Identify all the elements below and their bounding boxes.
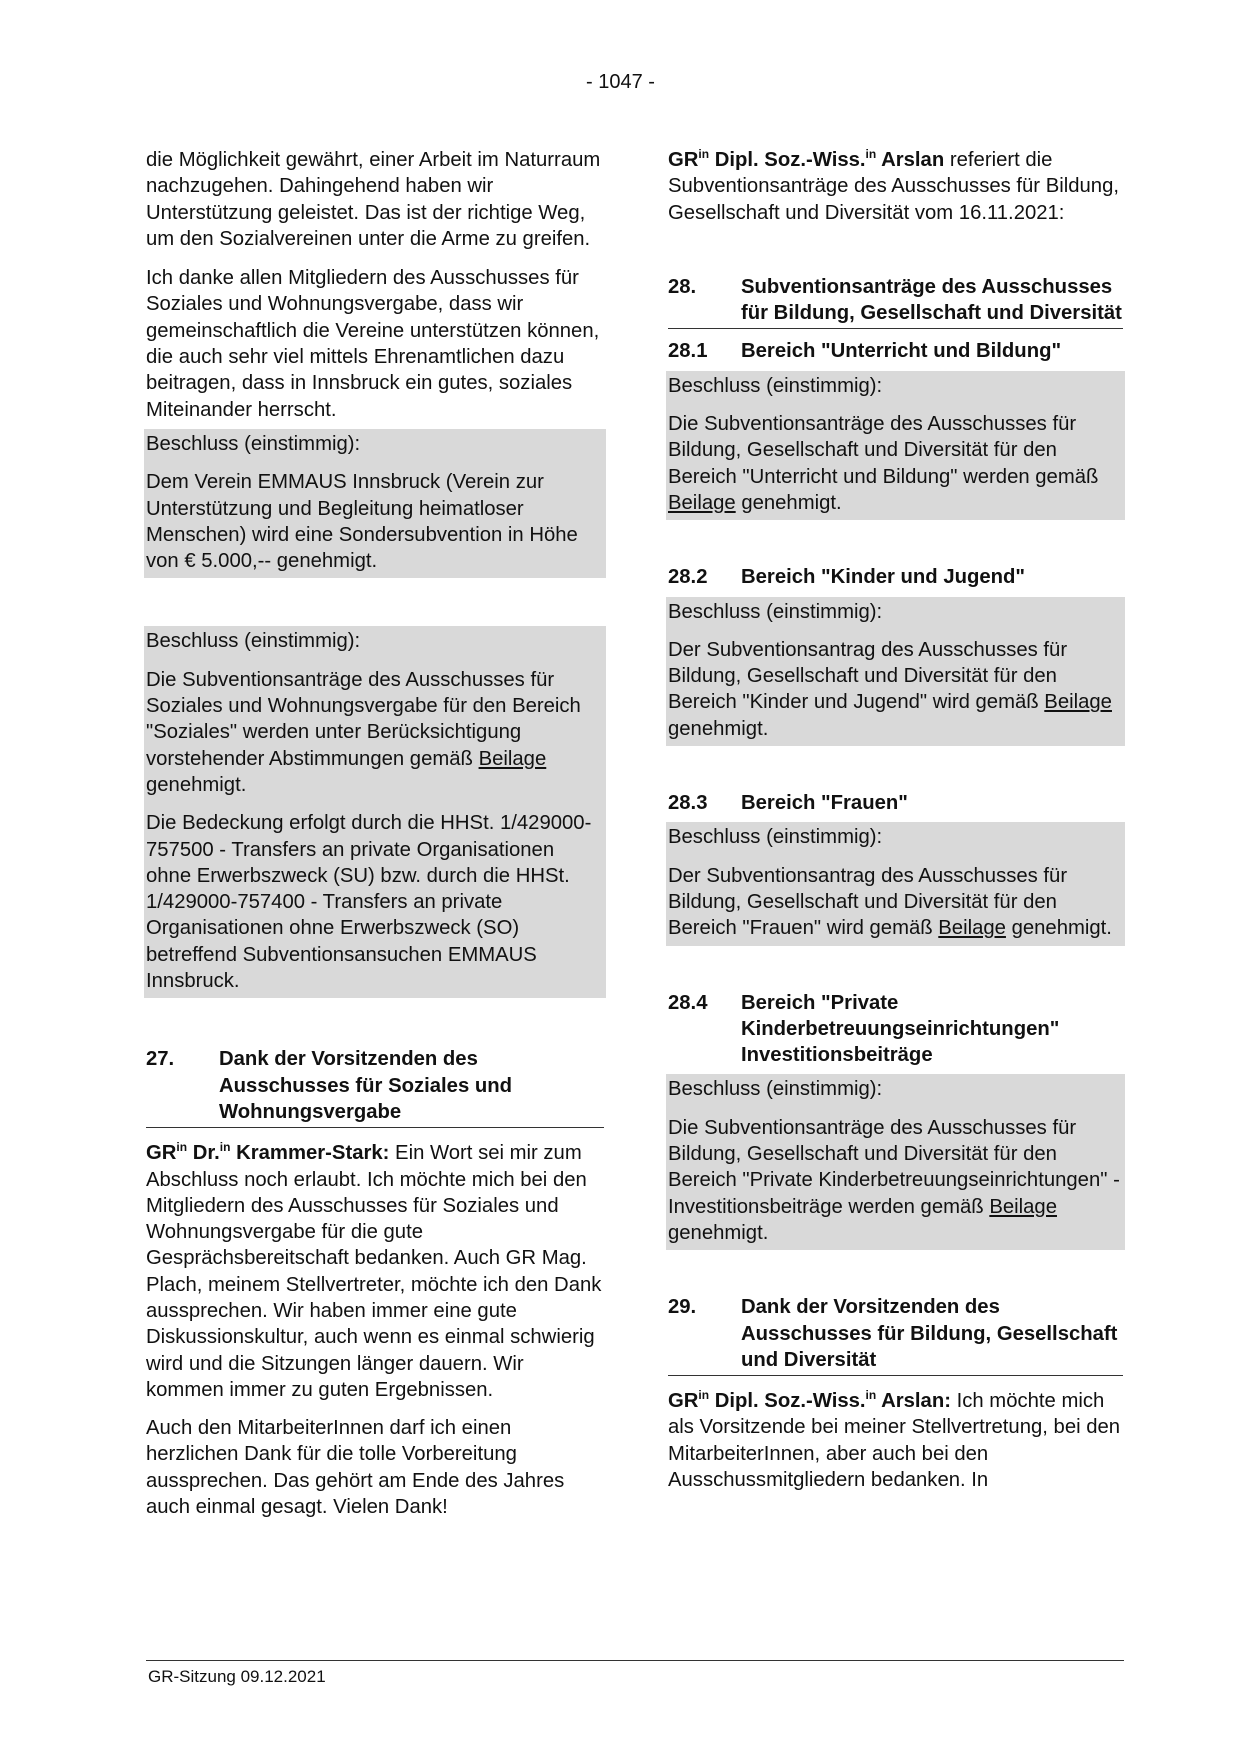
attachment-link[interactable]: Beilage	[668, 491, 736, 514]
section-title: Bereich "Private Kinderbetreuungseinrichtungen" Investitionsbeiträge	[741, 991, 1060, 1067]
attachment-link[interactable]: Beilage	[938, 917, 1006, 940]
section-heading-28-3	[668, 790, 1123, 818]
resolution-text: Die Bedeckung erfolgt durch die HHSt. 1/429000-757500 - Transfers an private Organisationen ohne Erwerbszweck (SU) bzw. durch die HHSt. 1/429000-757400 - Transfers an private Organisationen ohne Erwerbszweck (SO) betreffend Subventionsansuchen EMMAUS Innsbruck.	[146, 812, 592, 993]
resolution-text: Dem Verein EMMAUS Innsbruck (Verein zur Unterstützung und Begleitung heimatloser Menschen) wird eine Sondersubvention in Höhe von € 5.000,-- genehmigt.	[146, 471, 578, 573]
resolution-box	[666, 371, 1125, 520]
speaker-name: $GR^{in}$ Dr.$^{in}$ Krammer-Stark:	[146, 1140, 390, 1165]
paragraph: Auch den MitarbeiterInnen darf ich einen herzlichen Dank für die tolle Vorbereitung aussprechen. Das gehört am Ende des Jahres auch einmal gesagt. Vielen Dank!	[146, 1417, 565, 1519]
attachment-link[interactable]: Beilage	[1044, 691, 1112, 714]
resolution-box	[666, 1074, 1125, 1250]
resolution-text: Die Subventionsanträge des Ausschusses für Soziales und Wohnungsvergabe für den Bereich "Soziales" werden unter Berücksichtigung vorstehender Abstimmungen gemäß Beilage genehmigt.	[146, 668, 581, 796]
section-heading-28-1	[668, 338, 1123, 366]
speech-paragraph: $GR^{in}$ Dipl. Soz.-Wiss.$^{in}$ Arslan: Ich möchte mich als Vorsitzende bei meiner Stellvertretung, bei den MitarbeiterInnen, aber auch bei den Ausschussmitgliedern bedanken. In	[668, 1388, 1121, 1491]
resolution-label: Beschluss (einstimmig):	[668, 374, 883, 397]
section-title: Bereich "Frauen"	[741, 792, 908, 815]
section-number: 29.	[668, 1296, 697, 1319]
intro-paragraph: $GR^{in}$ Dipl. Soz.-Wiss.$^{in}$ Arslan referiert die Subventionsanträge des Ausschusses für Bildung, Gesellschaft und Diversität vom 16.11.2021:	[668, 147, 1119, 224]
section-title: Bereich "Kinder und Jugend"	[741, 566, 1026, 589]
section-number: 28.	[668, 275, 697, 298]
resolution-text: Die Subventionsanträge des Ausschusses für Bildung, Gesellschaft und Diversität für den Bereich "Private Kinderbetreuungseinrichtungen" - Investitionsbeiträge werden gemäß Beilage genehmigt.	[668, 1116, 1120, 1244]
resolution-text: Der Subventionsantrag des Ausschusses für Bildung, Gesellschaft und Diversität für den Bereich "Kinder und Jugend" wird gemäß Beilage genehmigt.	[668, 638, 1112, 740]
footer-session-date: GR-Sitzung 09.12.2021	[148, 1667, 326, 1686]
section-title: Bereich "Unterricht und Bildung"	[741, 340, 1062, 363]
resolution-text: Der Subventionsantrag des Ausschusses für Bildung, Gesellschaft und Diversität für den Bereich "Frauen" wird gemäß Beilage genehmigt.	[668, 864, 1112, 940]
paragraph: Ich danke allen Mitgliedern des Ausschusses für Soziales und Wohnungsvergabe, dass wir gemeinschaftlich die Vereine unterstützen können, die auch sehr viel mittels Ehrenamtlichen dazu beitragen, dass in Innsbruck ein gutes, soziales Miteinander herrscht.	[146, 267, 600, 421]
section-number: 27.	[146, 1048, 175, 1071]
section-number: 28.1	[668, 340, 708, 363]
attachment-link[interactable]: Beilage	[989, 1195, 1057, 1218]
resolution-label: Beschluss (einstimmig):	[668, 600, 883, 623]
section-number: 28.2	[668, 566, 708, 589]
footer-divider	[146, 1660, 1124, 1661]
resolution-box	[666, 597, 1125, 746]
speaker-name: $GR^{in}$ Dipl. Soz.-Wiss.$^{in}$ Arslan	[668, 147, 945, 171]
section-title: Dank der Vorsitzenden des Ausschusses für Soziales und Wohnungsvergabe	[219, 1048, 513, 1123]
resolution-box	[666, 822, 1125, 945]
speaker-name: $GR^{in}$ Dipl. Soz.-Wiss.$^{in}$ Arslan:	[668, 1388, 951, 1413]
section-title: Subventionsanträge des Ausschusses für Bildung, Gesellschaft und Diversität	[741, 275, 1122, 325]
attachment-link[interactable]: Beilage	[478, 747, 547, 770]
section-heading-28-4	[668, 990, 1123, 1071]
left-column	[146, 147, 604, 1532]
speech-paragraph: $GR^{in}$ Dr.$^{in}$ Krammer-Stark: Ein Wort sei mir zum Abschluss noch erlaubt. Ich möchte mich bei den Mitgliedern des Ausschusses für Soziales und Wohnungsvergabe für die gute Gesprächsbereitschaft bedanken. Auch GR Mag. Plach, meinem Stellvertreter, möchte ich den Dank aussprechen. Wir haben immer eine gute Diskussionskultur, auch wenn es einmal schwierig wird und die Sitzungen länger dauern. Wir kommen immer zu guten Ergebnissen.	[146, 1140, 602, 1401]
resolution-label: Beschluss (einstimmig):	[668, 826, 883, 849]
page-number: - 1047 -	[586, 71, 655, 93]
section-number: 28.4	[668, 991, 708, 1014]
section-heading-27	[146, 1046, 604, 1128]
resolution-text: Die Subventionsanträge des Ausschusses für Bildung, Gesellschaft und Diversität für den Bereich "Unterricht und Bildung" werden gemäß Beilage genehmigt.	[668, 413, 1099, 514]
section-heading-28-2	[668, 564, 1123, 592]
section-heading-28	[668, 274, 1123, 330]
resolution-box	[144, 429, 606, 578]
section-number: 28.3	[668, 792, 708, 815]
resolution-box	[144, 626, 606, 998]
resolution-label: Beschluss (einstimmig):	[668, 1078, 883, 1101]
paragraph: die Möglichkeit gewährt, einer Arbeit im Naturraum nachzugehen. Dahingehend haben wir Unterstützung geleistet. Das ist der richtige Weg, um den Sozialvereinen unter die Arme zu greifen.	[146, 149, 601, 250]
section-title: Dank der Vorsitzenden des Ausschusses für Bildung, Gesellschaft und Diversität	[741, 1296, 1118, 1371]
resolution-label: Beschluss (einstimmig):	[146, 630, 361, 653]
section-heading-29	[668, 1294, 1123, 1376]
right-column	[668, 147, 1123, 1505]
resolution-label: Beschluss (einstimmig):	[146, 432, 361, 455]
